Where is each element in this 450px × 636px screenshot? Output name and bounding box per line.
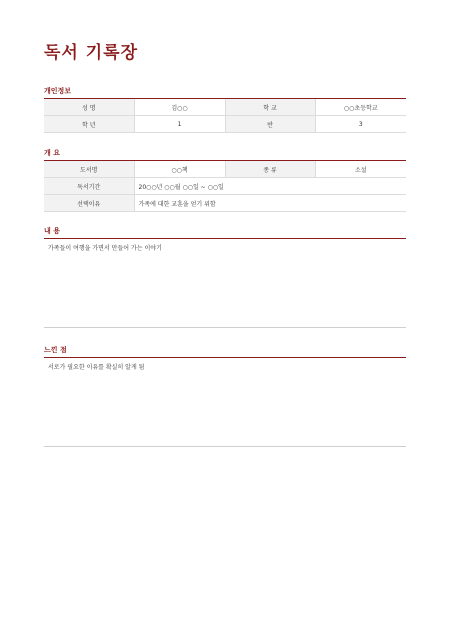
content-box bbox=[44, 239, 406, 328]
content-heading: 내 용 bbox=[44, 227, 60, 235]
personal-info-table bbox=[44, 99, 406, 133]
school-value: ○○초등학교 bbox=[315, 99, 406, 116]
table-row bbox=[44, 161, 406, 178]
selection-reason-value: 가족에 대한 교훈을 얻기 위함 bbox=[134, 195, 406, 212]
genre-label: 종 류 bbox=[225, 161, 315, 178]
grade-value: 1 bbox=[134, 116, 225, 133]
selection-reason-label: 선택이유 bbox=[44, 195, 134, 212]
name-label: 성 명 bbox=[44, 99, 134, 116]
reading-period-value: 20○○년 ○○월 ○○일 ~ ○○일 bbox=[134, 178, 406, 195]
table-row bbox=[44, 116, 406, 133]
genre-value: 소설 bbox=[315, 161, 406, 178]
grade-label: 학 년 bbox=[44, 116, 134, 133]
impression-box bbox=[44, 358, 406, 447]
content-text: 가족들이 여행을 가면서 만들어 가는 이야기 bbox=[48, 245, 162, 252]
class-label: 반 bbox=[225, 116, 315, 133]
table-row bbox=[44, 195, 406, 212]
book-title-label: 도서명 bbox=[44, 161, 134, 178]
reading-period-label: 독서기간 bbox=[44, 178, 134, 195]
table-row bbox=[44, 178, 406, 195]
personal-info-heading: 개인정보 bbox=[44, 87, 72, 95]
overview-heading: 개 요 bbox=[44, 149, 60, 157]
document-title: 독서 기록장 bbox=[44, 43, 139, 63]
overview-table bbox=[44, 161, 406, 212]
name-value: 김○○ bbox=[134, 99, 225, 116]
impression-text: 서로가 필요한 이유를 확실히 알게 됨 bbox=[48, 364, 145, 371]
impression-heading: 느낀 점 bbox=[44, 346, 67, 354]
book-title-value: ○○책 bbox=[134, 161, 225, 178]
school-label: 학 교 bbox=[225, 99, 315, 116]
class-value: 3 bbox=[315, 116, 406, 133]
table-row bbox=[44, 99, 406, 116]
